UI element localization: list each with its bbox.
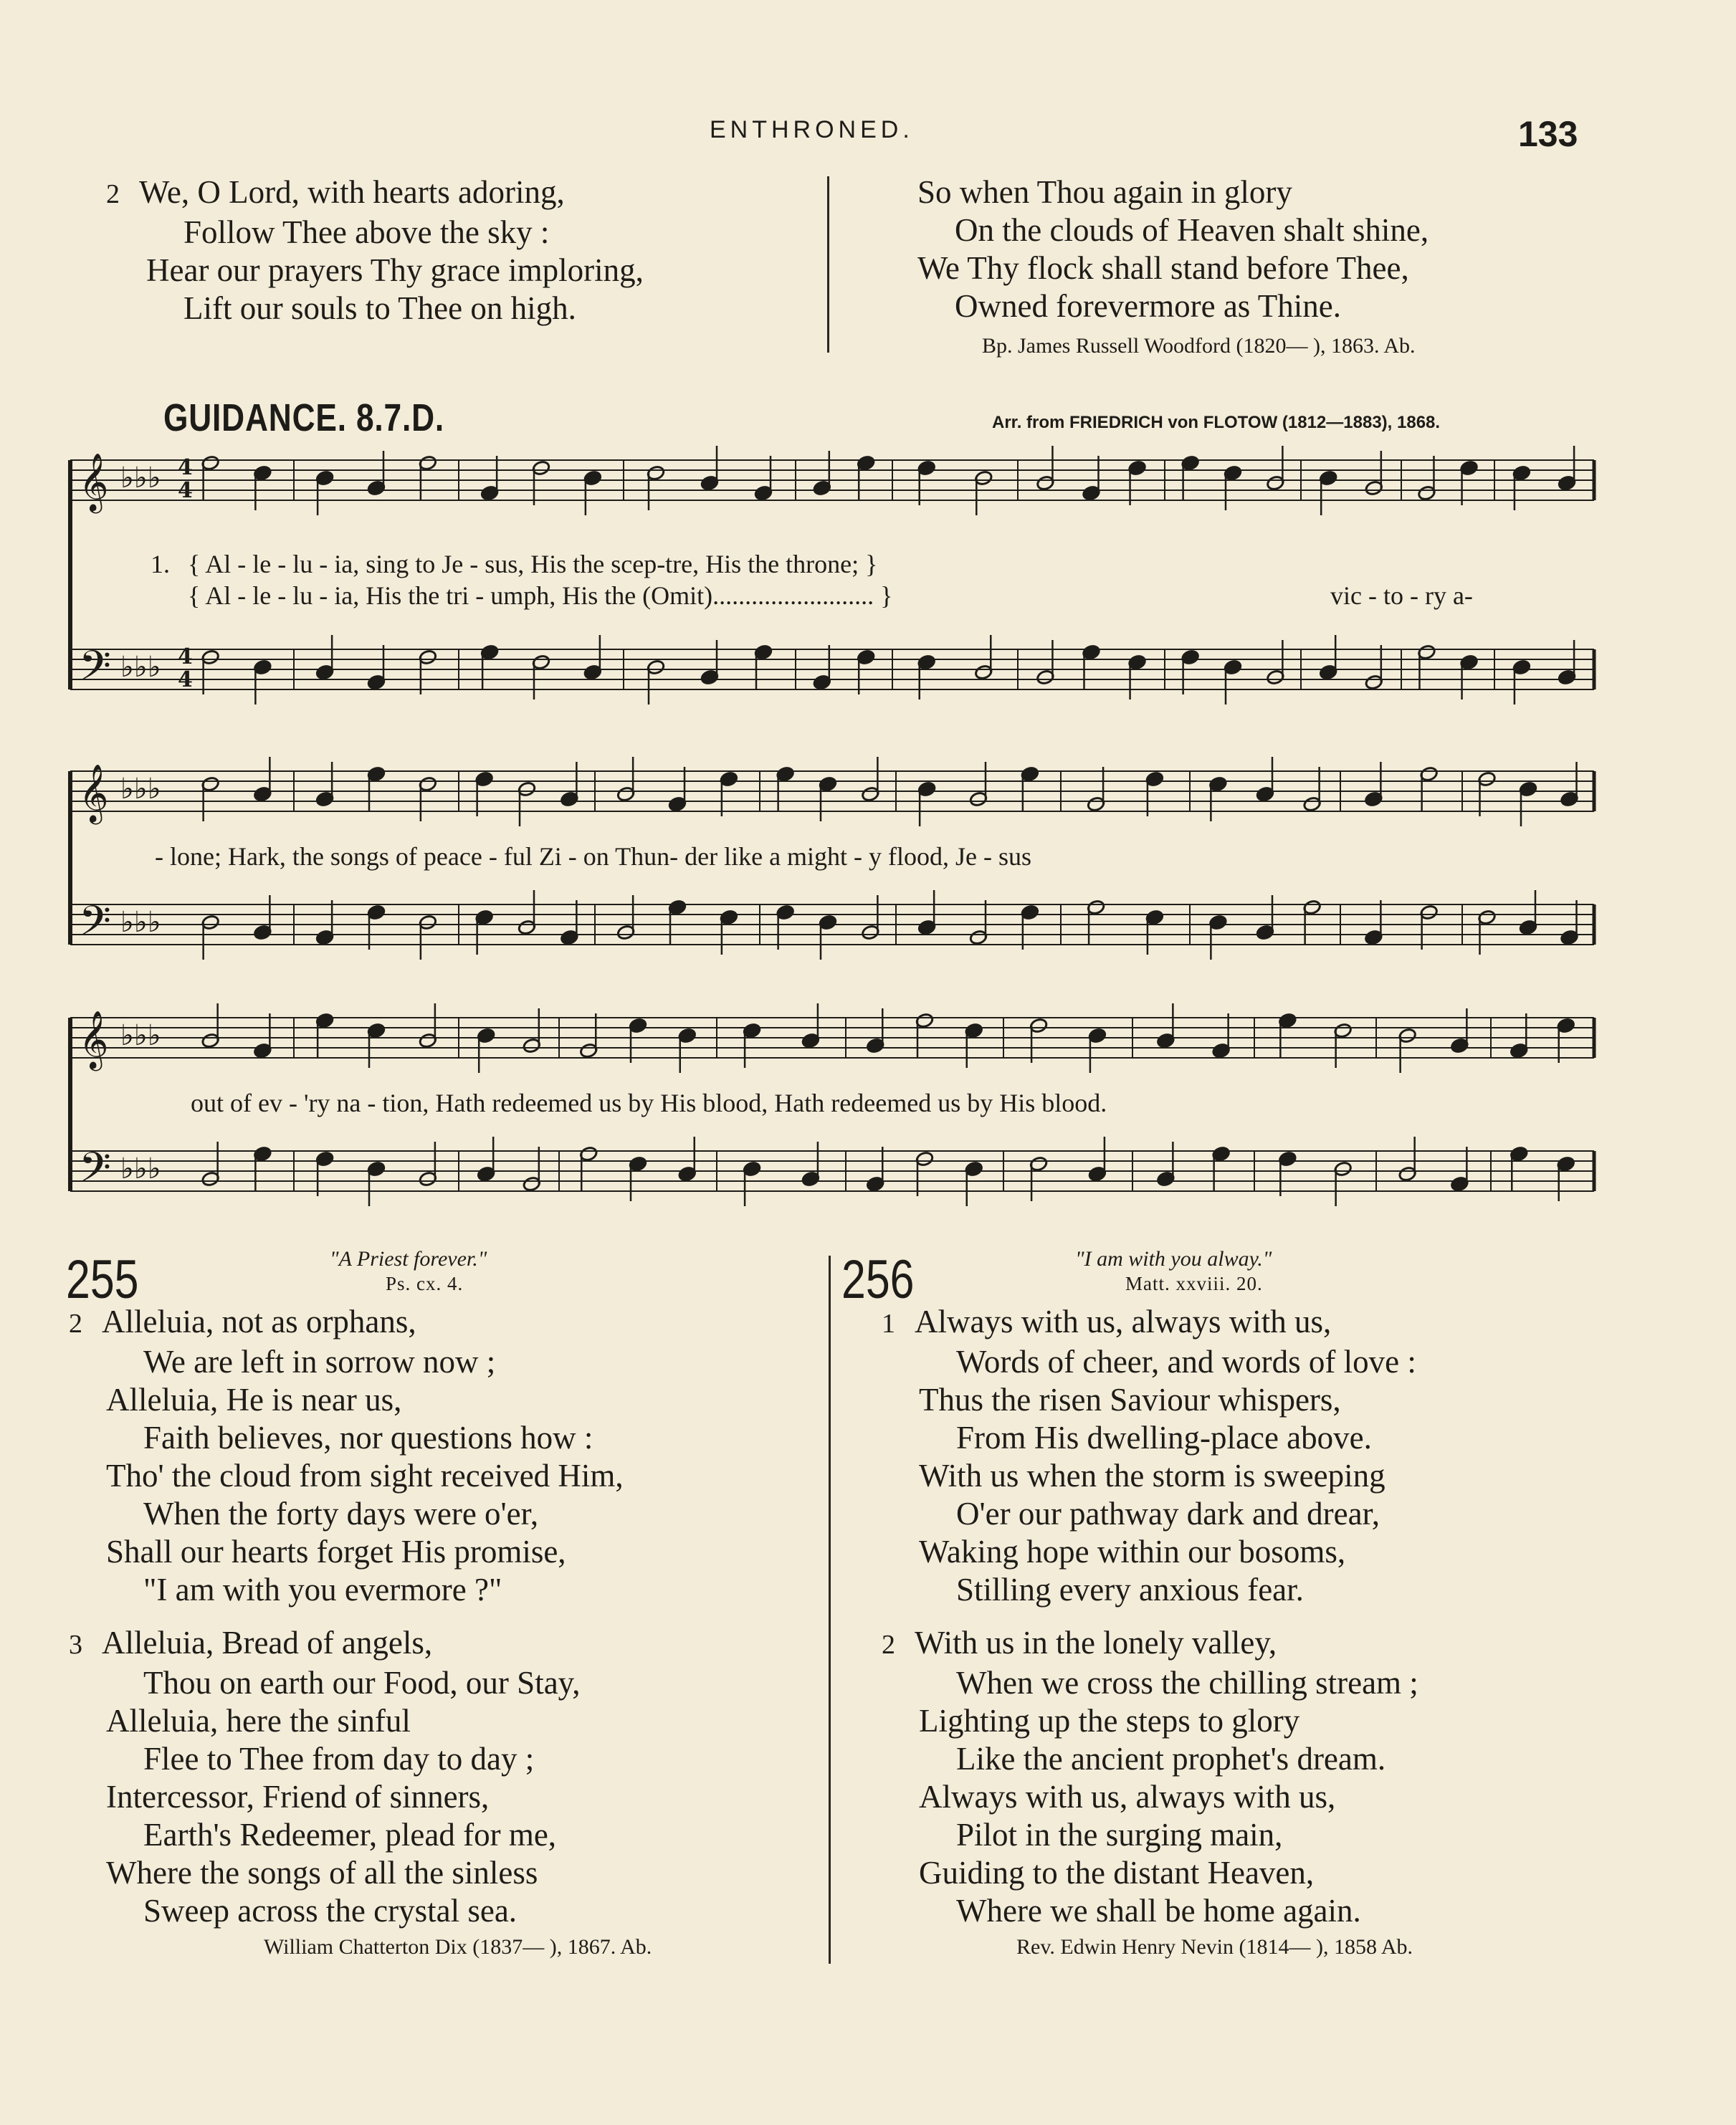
- verse-line: Shall our hearts forget His promise,: [106, 1534, 566, 1570]
- verse-line: Waking hope within our bosoms,: [919, 1534, 1346, 1570]
- tune-credit: Arr. from FRIEDRICH von FLOTOW (1812—1883), 1868.: [992, 413, 1441, 432]
- time-signature: 4: [178, 644, 193, 669]
- hymn256-stanza-2: [882, 1624, 1418, 1930]
- hymn-epigraph: "I am with you alway.": [1075, 1247, 1272, 1271]
- verse-line: Thou on earth our Food, our Stay,: [143, 1665, 581, 1701]
- hymn256-credit: Rev. Edwin Henry Nevin (1814— ), 1858 Ab.: [1016, 1935, 1413, 1959]
- time-signature: 4: [178, 455, 193, 480]
- verse-line: Where the songs of all the sinless: [106, 1855, 538, 1891]
- hymn255-credit: William Chatterton Dix (1837— ), 1867. Ab.: [264, 1935, 652, 1959]
- verse-line: Hear our prayers Thy grace imploring,: [146, 252, 644, 288]
- verse-line: With us in the lonely valley,: [915, 1625, 1277, 1661]
- clef-symbol: 𝄞: [79, 1010, 109, 1069]
- stanza-number: 2: [882, 1630, 895, 1660]
- lyrics-line: out of ev - 'ry na - tion, Hath redeemed us by His blood, Hath redeemed us by His blood.: [191, 1089, 1107, 1117]
- hymn-reference: Ps. cx. 4.: [386, 1273, 464, 1294]
- clef-symbol: 𝄢: [79, 641, 112, 700]
- key-signature: ♭♭♭: [120, 773, 161, 806]
- verse-line: Thus the risen Saviour whispers,: [919, 1382, 1341, 1418]
- verse-number: 2: [106, 179, 120, 209]
- stanza-number: 3: [69, 1630, 82, 1660]
- verse-line: Alleluia, He is near us,: [106, 1382, 402, 1418]
- verse-line: Pilot in the surging main,: [956, 1817, 1283, 1853]
- verse-line: From His dwelling-place above.: [956, 1420, 1372, 1456]
- running-title: ENTHRONED.: [710, 116, 914, 143]
- lyrics-line: { Al - le - lu - ia, sing to Je - sus, His the scep-tre, His the throne; }: [188, 550, 878, 578]
- verse-line: Follow Thee above the sky :: [183, 214, 550, 250]
- verse-line: Always with us, always with us,: [915, 1304, 1332, 1340]
- column-divider: [829, 1256, 831, 1964]
- clef-symbol: 𝄞: [79, 763, 109, 822]
- verse-line: Sweep across the crystal sea.: [143, 1893, 518, 1929]
- stanza-number: 2: [69, 1309, 82, 1339]
- hymn-number: 255: [66, 1249, 139, 1310]
- key-signature: ♭♭♭: [120, 651, 161, 684]
- verse-number: 1.: [151, 550, 170, 578]
- verse-line: Owned forevermore as Thine.: [955, 288, 1341, 324]
- hymn255-stanza-3: [69, 1624, 581, 1930]
- verse-line: We, O Lord, with hearts adoring,: [139, 174, 565, 210]
- verse-line: Intercessor, Friend of sinners,: [106, 1779, 490, 1815]
- hymn256-stanza-1: [882, 1303, 1416, 1609]
- verse-line: On the clouds of Heaven shalt shine,: [955, 212, 1429, 248]
- lyrics-line: vic - to - ry a-: [1330, 581, 1473, 610]
- verse-line: Guiding to the distant Heaven,: [919, 1855, 1315, 1891]
- time-signature: 4: [178, 667, 193, 692]
- verse-line: Stilling every anxious fear.: [956, 1572, 1304, 1608]
- verse-line: Faith believes, nor questions how :: [143, 1420, 593, 1456]
- verse-line: Tho' the cloud from sight received Him,: [106, 1458, 624, 1494]
- clef-symbol: 𝄞: [79, 452, 109, 511]
- key-signature: ♭♭♭: [120, 906, 161, 939]
- verse-line: With us when the storm is sweeping: [919, 1458, 1386, 1494]
- verse-line: When the forty days were o'er,: [143, 1496, 539, 1532]
- hymn-epigraph: "A Priest forever.": [330, 1247, 487, 1271]
- stanza-number: 1: [882, 1309, 895, 1339]
- verse-line: Lighting up the steps to glory: [919, 1703, 1300, 1739]
- key-signature: ♭♭♭: [120, 462, 161, 495]
- verse-line: So when Thou again in glory: [917, 174, 1292, 210]
- key-signature: ♭♭♭: [120, 1019, 161, 1052]
- clef-symbol: 𝄢: [79, 897, 112, 955]
- verse-line: When we cross the chilling stream ;: [956, 1665, 1418, 1701]
- verse-line: We are left in sorrow now ;: [143, 1344, 496, 1380]
- time-signature: 4: [178, 478, 193, 503]
- key-signature: ♭♭♭: [120, 1152, 161, 1185]
- lyrics-line: - lone; Hark, the songs of peace - ful Zi - on Thun- der like a might - y flood, Je - sus: [155, 842, 1032, 871]
- verse-line: We Thy flock shall stand before Thee,: [917, 250, 1409, 286]
- verse-line: "I am with you evermore ?": [143, 1572, 502, 1608]
- lyrics-line: { Al - le - lu - ia, His the tri - umph, His the (Omit)......................... }: [188, 581, 893, 610]
- verse-line: Earth's Redeemer, plead for me,: [143, 1817, 557, 1853]
- verse-line: Alleluia, here the sinful: [106, 1703, 411, 1739]
- verse-line: Like the ancient prophet's dream.: [956, 1741, 1386, 1777]
- hymn255-stanza-2: [69, 1303, 624, 1609]
- verse-line: Lift our souls to Thee on high.: [183, 290, 576, 326]
- verse-line: Alleluia, Bread of angels,: [102, 1625, 433, 1661]
- verse-line: Flee to Thee from day to day ;: [143, 1741, 535, 1777]
- hymn-reference: Matt. xxviii. 20.: [1125, 1273, 1263, 1294]
- verse-line: Always with us, always with us,: [919, 1779, 1336, 1815]
- clef-symbol: 𝄢: [79, 1143, 112, 1202]
- tune-title: GUIDANCE. 8.7.D.: [163, 396, 445, 439]
- hymn-number: 256: [841, 1249, 915, 1310]
- verse-line: O'er our pathway dark and drear,: [956, 1496, 1380, 1532]
- verse-line: Words of cheer, and words of love :: [956, 1344, 1416, 1380]
- verse-line: Where we shall be home again.: [956, 1893, 1361, 1929]
- page-number: 133: [1518, 114, 1578, 154]
- verse-line: Alleluia, not as orphans,: [102, 1304, 416, 1340]
- top-verse-credit: Bp. James Russell Woodford (1820— ), 1863. Ab.: [982, 334, 1416, 358]
